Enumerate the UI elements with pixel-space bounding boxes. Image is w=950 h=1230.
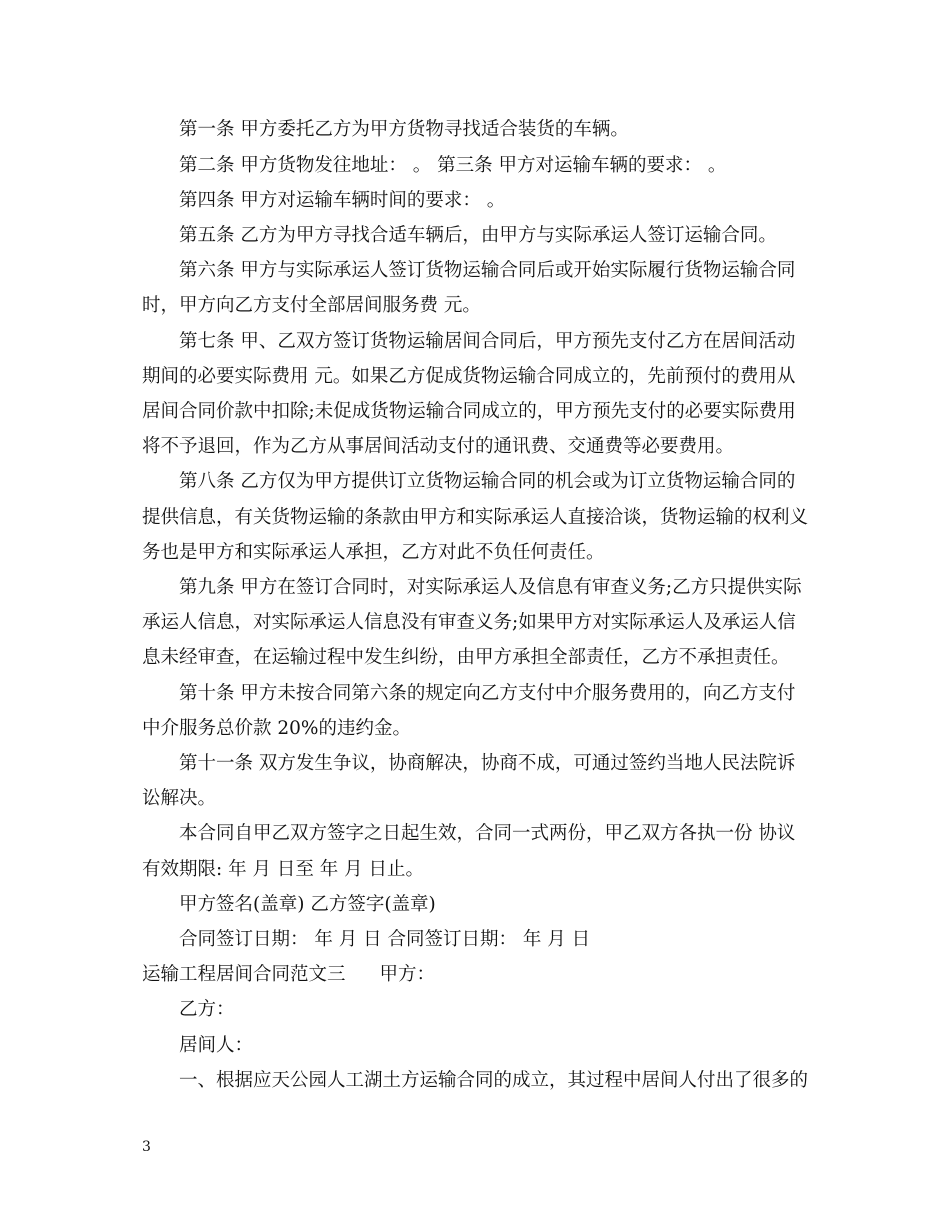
clause-line: 第五条 乙方为甲方寻找合适车辆后，由甲方与实际承运人签订运输合同。 [179,225,777,246]
clause-line: 第七条 甲、乙双方签订货物运输居间合同后，甲方预先支付乙方在居间活动 [179,331,796,352]
intermediary-label: 居间人： [179,1035,254,1056]
clause-line: 第四条 甲方对运输车辆时间的要求： 。 [179,190,506,211]
clause-line: 第八条 乙方仅为甲方提供订立货物运输合同的机会或为订立货物运输合同的 [179,471,796,492]
clause-line: 将不予退回，作为乙方从事居间活动支付的通讯费、交通费等必要费用。 [142,436,735,457]
clause-line: 讼解决。 [142,788,217,809]
signing-date-line: 合同签订日期： 年 月 日 合同签订日期： 年 月 日 [179,929,591,950]
clause-line: 承运人信息，对实际承运人信息没有审查义务;如果甲方对实际承运人及承运人信 [142,612,796,633]
clause-line: 有效期限: 年 月 日至 年 月 日止。 [142,859,425,880]
clause-line: 第十条 甲方未按合同第六条的规定向乙方支付中介服务费用的，向乙方支付 [179,683,796,704]
clause-line: 第二条 甲方货物发往地址： 。 第三条 甲方对运输车辆的要求： 。 [179,155,727,176]
clause-line: 期间的必要实际费用 元。如果乙方促成货物运输合同成立的，先前预付的费用从 [142,366,796,387]
section-heading [142,962,812,988]
party-a-label: 甲方： [379,964,436,985]
clause-line: 本合同自甲乙双方签字之日起生效，合同一式两份，甲乙双方各执一份 协议 [179,823,796,844]
signature-line: 甲方签名(盖章) 乙方签字(盖章) [179,894,436,915]
clause-line: 第一条 甲方委托乙方为甲方货物寻找适合装货的车辆。 [179,119,629,140]
page-number: 3 [142,1139,151,1155]
clause-line: 中介服务总价款 20%的违约金。 [142,718,412,739]
clause-line: 息未经审查，在运输过程中发生纠纷，由甲方承担全部责任，乙方不承担责任。 [142,647,790,668]
clause-line: 第六条 甲方与实际承运人签订货物运输合同后或开始实际履行货物运输合同 [179,260,796,281]
party-b-label: 乙方： [179,999,235,1020]
clause-line: 时，甲方向乙方支付全部居间服务费 元。 [142,295,481,316]
section-heading-title: 运输工程居间合同范文三 [142,964,346,985]
clause-line: 务也是甲方和实际承运人承担，乙方对此不负任何责任。 [142,542,605,563]
clause-line: 第九条 甲方在签订合同时，对实际承运人及信息有审查义务;乙方只提供实际 [179,577,802,598]
clause-line: 居间合同价款中扣除;未促成货物运输合同成立的，甲方预先支付的必要实际费用 [142,401,796,422]
clause-line: 第十一条 双方发生争议，协商解决，协商不成，可通过签约当地人民法院诉 [179,753,796,774]
clause-line: 一、根据应天公园人工湖土方运输合同的成立，其过程中居间人付出了很多的 [179,1070,809,1091]
clause-line: 提供信息，有关货物运输的条款由甲方和实际承运人直接洽谈，货物运输的权利义 [142,507,809,528]
